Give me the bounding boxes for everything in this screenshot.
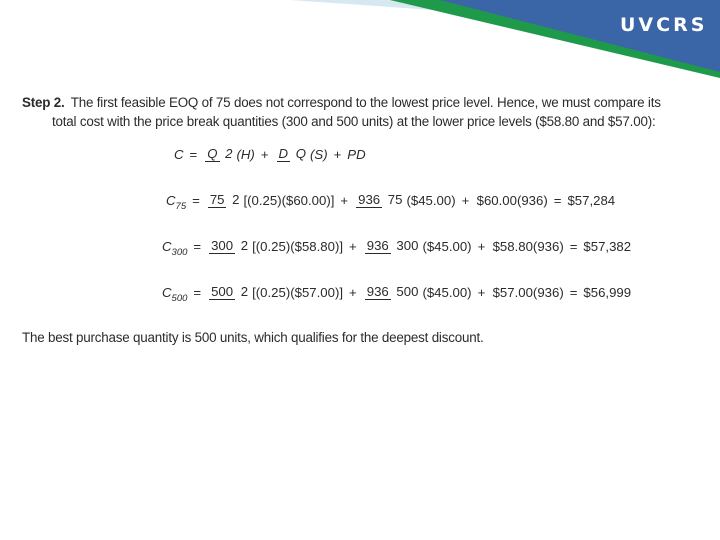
formula-purchase-term: PD (347, 146, 366, 162)
calc-row-75 (166, 192, 616, 212)
calc-result: $57,382 (583, 238, 632, 254)
fraction-denominator: 300 (396, 238, 419, 253)
calc-purchase-cost: + $60.00(936) (461, 192, 548, 208)
fraction-numerator: Q (207, 146, 218, 161)
formula-fraction-d-over-q (277, 146, 308, 162)
fraction-numerator: 75 (209, 192, 225, 207)
step-text-line1: The first feasible EOQ of 75 does not correspond to the lowest price level. Hence, we must compare its (70, 95, 661, 110)
calc-fraction-d (365, 238, 421, 254)
calc-purchase-cost: + $57.00(936) (477, 284, 564, 300)
calc-result: $56,999 (583, 284, 632, 300)
logo: UVCRS (620, 14, 708, 36)
calc-row-500 (162, 284, 632, 304)
calc-holding-cost: [(0.25)($58.80)] (252, 238, 344, 254)
step-text-line2: total cost with the price break quantities (300 and 500 units) at the lower price levels ($58.80 and $57.00): (52, 114, 656, 129)
calc-lhs: C500 (162, 284, 188, 304)
calc-fraction-d (365, 284, 421, 300)
fraction-denominator: Q (295, 146, 306, 161)
calc-plus: + (340, 192, 349, 208)
calc-equals: = (192, 192, 200, 208)
calc-fraction-q (208, 192, 242, 208)
calc-equals-2: = (569, 284, 578, 300)
formula-plus-2: + (333, 146, 342, 162)
fraction-numerator: D (278, 146, 289, 161)
fraction-denominator: 2 (225, 146, 233, 161)
fraction-numerator: 300 (211, 238, 234, 253)
calc-equals: = (193, 238, 202, 254)
calc-equals-2: = (569, 238, 578, 254)
fraction-numerator: 936 (366, 284, 389, 299)
calc-setup-cost: ($45.00) (406, 192, 456, 208)
calc-plus: + (349, 238, 357, 254)
fraction-denominator: 2 (240, 238, 249, 253)
formula-holding-term: (H) (236, 146, 255, 162)
conclusion-text: The best purchase quantity is 500 units, which qualifies for the deepest discount. (22, 330, 484, 345)
step-label: Step 2. (22, 95, 65, 110)
calc-row-300 (162, 238, 632, 258)
formula-plus-1: + (260, 146, 269, 162)
calc-fraction-q (209, 238, 250, 254)
calc-holding-cost: [(0.25)($60.00)] (243, 192, 335, 208)
fraction-numerator: 936 (366, 238, 389, 253)
fraction-denominator: 2 (240, 284, 249, 299)
total-cost-formula (174, 146, 366, 162)
fraction-denominator: 500 (396, 284, 419, 299)
fraction-numerator: 936 (358, 192, 381, 207)
formula-setup-term: (S) (310, 146, 328, 162)
calc-lhs: C75 (166, 192, 187, 212)
calc-result: $57,284 (567, 192, 616, 208)
fraction-denominator: 2 (232, 192, 240, 207)
formula-equals: = (189, 146, 198, 162)
calc-equals-2: = (553, 192, 562, 208)
calc-plus: + (349, 284, 357, 300)
calc-lhs: C300 (162, 238, 188, 258)
calc-setup-cost: ($45.00) (422, 238, 472, 254)
fraction-denominator: 75 (387, 192, 403, 207)
calc-holding-cost: [(0.25)($57.00)] (252, 284, 344, 300)
calc-purchase-cost: + $58.80(936) (477, 238, 564, 254)
calc-fraction-q (209, 284, 250, 300)
formula-lhs: C (174, 146, 184, 162)
step-paragraph (22, 93, 712, 131)
header-banner (0, 0, 720, 90)
calc-fraction-d (356, 192, 404, 208)
fraction-numerator: 500 (211, 284, 234, 299)
formula-fraction-q-over-2 (205, 146, 234, 162)
calc-equals: = (193, 284, 202, 300)
calc-setup-cost: ($45.00) (422, 284, 472, 300)
